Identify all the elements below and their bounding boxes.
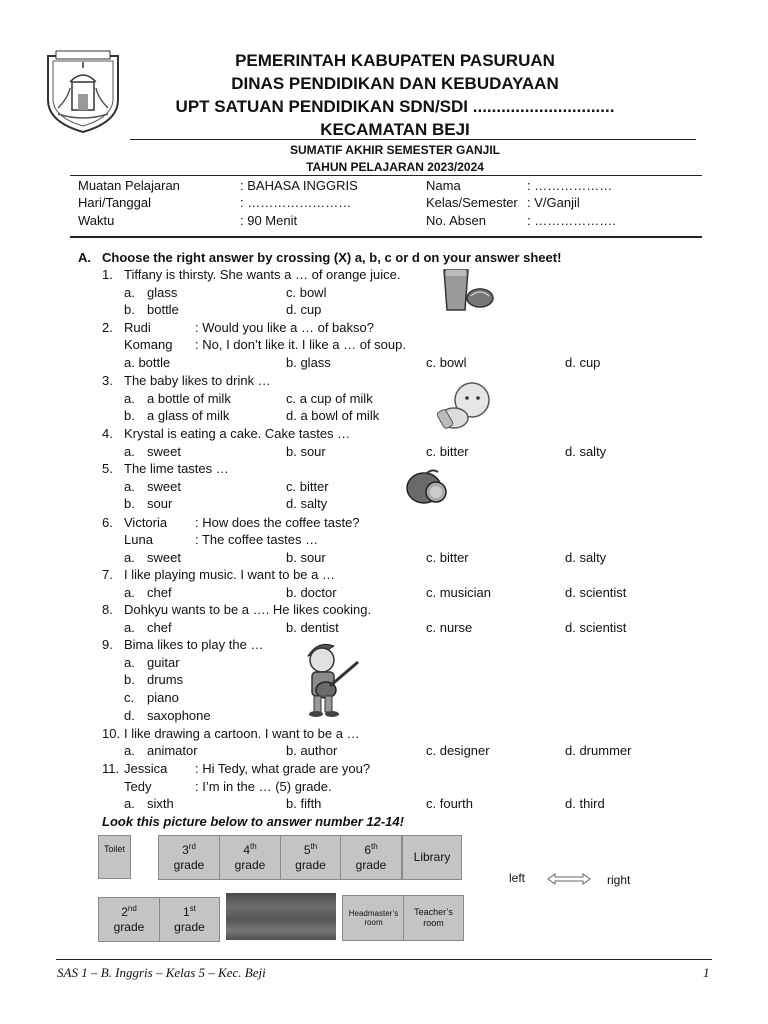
- grade-1-number: 1: [183, 904, 190, 919]
- q9-option-d: saxophone: [147, 708, 211, 723]
- direction-left: left: [509, 871, 526, 885]
- q9-letter-d: d.: [124, 708, 135, 723]
- q3-option-a: a bottle of milk: [147, 391, 231, 406]
- q7-option-a: chef: [147, 585, 172, 600]
- q8-text: Dohkyu wants to be a …. He likes cooking.: [124, 602, 372, 617]
- info-value-name: : ………………: [527, 178, 613, 193]
- q4-number: 4.: [102, 426, 113, 441]
- header-divider: [130, 139, 696, 140]
- school-year: TAHUN PELAJARAN 2023/2024: [306, 160, 484, 174]
- q10-number: 10.: [102, 726, 121, 741]
- info-label-time: Waktu: [78, 213, 115, 228]
- q8-number: 8.: [102, 602, 113, 617]
- grade-6-number: 6: [364, 842, 371, 857]
- q10-option-a: animator: [147, 743, 198, 758]
- grade-2-suffix: nd: [127, 903, 137, 913]
- q9-text: Bima likes to play the …: [124, 637, 264, 652]
- q7-option-b: b. doctor: [286, 585, 337, 600]
- q1-number: 1.: [102, 267, 113, 282]
- q4-option-c: c. bitter: [426, 444, 469, 459]
- q5-option-a: sweet: [147, 479, 181, 494]
- lime-image: [404, 466, 452, 511]
- room-toilet: [98, 835, 131, 879]
- info-value-absen: : ……………….: [527, 213, 616, 228]
- q11-option-c: c. fourth: [426, 796, 473, 811]
- info-value-time: : 90 Menit: [240, 213, 298, 228]
- q2-speaker-1: Rudi: [124, 320, 151, 335]
- q5-option-c: c. bitter: [286, 479, 329, 494]
- q3-number: 3.: [102, 373, 113, 388]
- exam-title: SUMATIF AKHIR SEMESTER GANJIL: [289, 143, 500, 157]
- q11-line-2: : I’m in the … (5) grade.: [195, 779, 332, 794]
- q11-speaker-1: Jessica: [124, 761, 168, 776]
- info-top-rule: [70, 175, 702, 176]
- q1-letter-a: a.: [124, 285, 135, 300]
- q4-option-b: b. sour: [286, 444, 326, 459]
- q7-number: 7.: [102, 567, 113, 582]
- q6-line-1: : How does the coffee taste?: [195, 515, 360, 530]
- q2-option-d: d. cup: [565, 355, 601, 370]
- q8-option-b: b. dentist: [286, 620, 339, 635]
- q1-option-a: glass: [147, 285, 178, 300]
- q8-option-c: c. nurse: [426, 620, 473, 635]
- q6-speaker-2: Luna: [124, 532, 153, 547]
- q6-option-d: d. salty: [565, 550, 607, 565]
- q2-option-a: a. bottle: [124, 355, 171, 370]
- grade-4-suffix: th: [250, 841, 257, 851]
- q5-option-d: d. salty: [286, 496, 328, 511]
- q6-speaker-1: Victoria: [124, 515, 168, 530]
- info-label-name: Nama: [426, 178, 461, 193]
- section-letter: A.: [78, 250, 91, 265]
- room-headmaster: [342, 895, 405, 941]
- grade-3-suffix: rd: [188, 841, 196, 851]
- q4-option-d: d. salty: [565, 444, 607, 459]
- q6-option-b: b. sour: [286, 550, 326, 565]
- info-label-date: Hari/Tanggal: [78, 195, 151, 210]
- q6-option-c: c. bitter: [426, 550, 469, 565]
- grade-4-word: grade: [234, 857, 266, 872]
- q3-text: The baby likes to drink …: [124, 373, 271, 388]
- room-library: [402, 835, 462, 880]
- q8-option-a: chef: [147, 620, 172, 635]
- q5-letter-a: a.: [124, 479, 135, 494]
- footer-rule: [56, 959, 712, 960]
- q10-option-d: d. drummer: [565, 743, 632, 758]
- q6-letter-a: a.: [124, 550, 135, 565]
- room-teacher-label: Teacher’s room: [414, 907, 453, 928]
- q10-option-b: b. author: [286, 743, 338, 758]
- room-grade-3: [158, 835, 220, 880]
- q10-letter-a: a.: [124, 743, 135, 758]
- guitar-boy-image: [300, 640, 366, 725]
- direction-right: right: [607, 873, 631, 887]
- grade-2-word: grade: [113, 919, 145, 934]
- q7-option-d: d. scientist: [565, 585, 627, 600]
- room-headmaster-label: Headmaster’s room: [348, 909, 399, 927]
- q9-option-b: drums: [147, 672, 184, 687]
- footer-text: SAS 1 – B. Inggris – Kelas 5 – Kec. Beji: [57, 965, 266, 980]
- page-number: 1: [703, 965, 710, 980]
- header-line-2: DINAS PENDIDIKAN DAN KEBUDAYAAN: [231, 74, 559, 93]
- q3-letter-a: a.: [124, 391, 135, 406]
- q2-option-c: c. bowl: [426, 355, 467, 370]
- q6-option-a: sweet: [147, 550, 181, 565]
- q3-option-c: c. a cup of milk: [286, 391, 373, 406]
- q11-number: 11.: [102, 761, 120, 776]
- grade-3-number: 3: [182, 842, 189, 857]
- q7-text: I like playing music. I want to be a …: [124, 567, 335, 582]
- q10-text: I like drawing a cartoon. I want to be a …: [124, 726, 360, 741]
- q5-text: The lime tastes …: [124, 461, 229, 476]
- q10-option-c: c. designer: [426, 743, 490, 758]
- section-instruction: Choose the right answer by crossing (X) a, b, c or d on your answer sheet!: [102, 250, 562, 265]
- room-grade-6: [340, 835, 402, 880]
- q1-text: Tiffany is thirsty. She wants a … of orange juice.: [124, 267, 401, 282]
- header-line-1: PEMERINTAH KABUPATEN PASURUAN: [235, 51, 555, 70]
- q3-option-b: a glass of milk: [147, 408, 230, 423]
- q11-speaker-2: Tedy: [124, 779, 152, 794]
- header-line-4: KECAMATAN BEJI: [320, 120, 470, 139]
- q7-option-c: c. musician: [426, 585, 492, 600]
- courtyard-image: [226, 893, 336, 940]
- grade-5-number: 5: [303, 842, 311, 857]
- grade-6-word: grade: [355, 857, 387, 872]
- juice-image: [438, 266, 496, 319]
- q2-number: 2.: [102, 320, 113, 335]
- info-label-subject: Muatan Pelajaran: [78, 178, 180, 193]
- info-value-subject: : BAHASA INGGRIS: [240, 178, 358, 193]
- grade-2-number: 2: [121, 904, 128, 919]
- q2-line-2: : No, I don’t like it. I like a … of soup.: [195, 337, 406, 352]
- q9-option-a: guitar: [147, 655, 180, 670]
- info-bottom-rule: [70, 236, 702, 238]
- room-grade-4: [219, 835, 281, 880]
- q1-option-b: bottle: [147, 302, 179, 317]
- q7-letter-a: a.: [124, 585, 135, 600]
- q8-letter-a: a.: [124, 620, 135, 635]
- q3-letter-b: b.: [124, 408, 135, 423]
- q2-speaker-2: Komang: [124, 337, 173, 352]
- q9-letter-b: b.: [124, 672, 135, 687]
- left-right-arrow: [547, 872, 591, 890]
- q11-line-1: : Hi Tedy, what grade are you?: [195, 761, 371, 776]
- map-instruction: Look this picture below to answer number 12-14!: [102, 814, 404, 829]
- q4-letter-a: a.: [124, 444, 135, 459]
- q6-number: 6.: [102, 515, 113, 530]
- room-grade-2: [98, 897, 160, 942]
- q2-line-1: : Would you like a … of bakso?: [195, 320, 374, 335]
- room-toilet-label: Toilet: [103, 844, 125, 854]
- q11-option-d: d. third: [565, 796, 605, 811]
- info-label-class: Kelas/Semester: [426, 195, 518, 210]
- q1-letter-b: b.: [124, 302, 135, 317]
- q9-letter-a: a.: [124, 655, 135, 670]
- room-teacher: [403, 895, 464, 941]
- info-value-class: : V/Ganjil: [527, 195, 580, 210]
- q1-option-d: d. cup: [286, 302, 322, 317]
- q2-option-b: b. glass: [286, 355, 331, 370]
- pasuruan-logo: [44, 48, 122, 134]
- q3-option-d: d. a bowl of milk: [286, 408, 380, 423]
- q9-number: 9.: [102, 637, 113, 652]
- grade-1-word: grade: [174, 919, 205, 934]
- grade-5-suffix: th: [310, 841, 318, 851]
- q4-option-a: sweet: [147, 444, 181, 459]
- header-line-3: UPT SATUAN PENDIDIKAN SDN/SDI ..............................: [175, 97, 615, 116]
- q5-letter-b: b.: [124, 496, 135, 511]
- info-value-date: : ……………………: [240, 195, 352, 210]
- q9-option-c: piano: [147, 690, 179, 705]
- q8-option-d: d. scientist: [565, 620, 627, 635]
- q11-letter-a: a.: [124, 796, 135, 811]
- q4-text: Krystal is eating a cake. Cake tastes …: [124, 426, 351, 441]
- q11-option-b: b. fifth: [286, 796, 322, 811]
- grade-6-suffix: th: [371, 841, 378, 851]
- room-grade-1: [159, 897, 220, 942]
- q5-number: 5.: [102, 461, 113, 476]
- room-library-label: Library: [413, 850, 451, 864]
- grade-4-number: 4: [243, 842, 250, 857]
- q5-option-b: sour: [147, 496, 173, 511]
- grade-3-word: grade: [173, 857, 205, 872]
- q9-letter-c: c.: [124, 690, 135, 705]
- q11-option-a: sixth: [147, 796, 174, 811]
- baby-image: [434, 380, 498, 437]
- q1-option-c: c. bowl: [286, 285, 327, 300]
- info-label-absen: No. Absen: [426, 213, 486, 228]
- room-grade-5: [280, 835, 341, 880]
- grade-5-word: grade: [295, 857, 326, 872]
- q6-line-2: : The coffee tastes …: [195, 532, 319, 547]
- grade-1-suffix: st: [189, 903, 196, 913]
